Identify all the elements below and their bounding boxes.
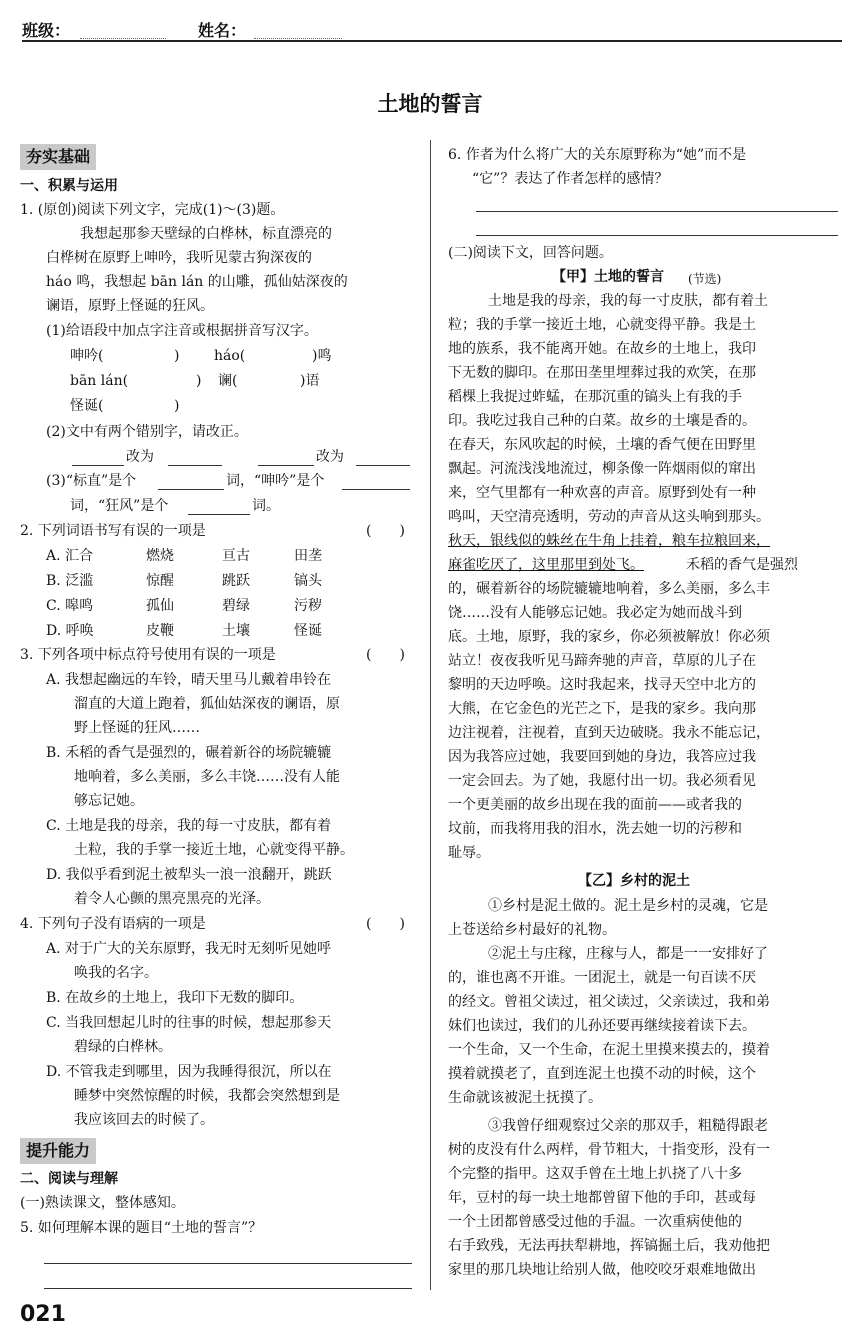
q2-word: 跳跃	[222, 573, 250, 589]
q1-passage-line: háo 鸣，我想起 bān lán 的山雕，孤仙姑深夜的	[46, 274, 348, 290]
yi-title: 【乙】乡村的泥土	[578, 873, 690, 889]
jia-line: 耻辱。	[448, 845, 490, 861]
jia-line: 土地是我的母亲，我的每一寸皮肤，都有着土	[488, 293, 768, 309]
q4-line[interactable]: A. 对于广大的关东原野，我无时无刻听见她呼	[46, 941, 332, 957]
q3-line: 溜直的大道上跑着，狐仙姑深夜的谰语，原	[74, 696, 340, 712]
q1-sub3-a: (3)“标直”是个	[46, 473, 137, 489]
section-badge-improve: 提升能力	[20, 1138, 96, 1164]
part2b-heading: (二)阅读下文，回答问题。	[448, 245, 613, 261]
q4-stem: 4. 下列句子没有语病的一项是	[20, 916, 206, 932]
q3-line[interactable]: D. 我似乎看到泥土被犁头一浪一浪翻开，跳跃	[46, 867, 332, 883]
jia-line: 稻棵上我捉过蚱蜢，在那沉重的镐头上有我的手	[448, 389, 742, 405]
answer-blank[interactable]	[72, 465, 124, 466]
q2-opt[interactable]: B. 泛滥	[46, 573, 94, 589]
q4-line: 碧绿的白桦林。	[74, 1039, 172, 1055]
s1-e: 怪诞(	[70, 398, 104, 414]
yi-line: ③我曾仔细观察过父亲的那双手，粗糙得跟老	[488, 1118, 768, 1134]
yi-line: 上苍送给乡村最好的礼物。	[448, 922, 616, 938]
jia-line: 一个更美丽的故乡出现在我的面前——或者我的	[448, 797, 742, 813]
yi-line: 摸着就摸老了，直到连泥土也摸不动的时候，这个	[448, 1066, 756, 1082]
jia-line: 禾稻的香气是强烈	[686, 557, 798, 573]
yi-line: 个完整的指甲。这双手曾在土地上扒挠了八十多	[448, 1166, 742, 1182]
q2-word: 怪诞	[294, 623, 322, 639]
q2-word: 亘古	[222, 548, 250, 564]
answer-blank[interactable]	[342, 489, 410, 490]
answer-blank[interactable]	[356, 465, 410, 466]
q3-line: 着令人心颤的黑亮黑亮的光泽。	[74, 891, 270, 907]
q1-passage-line: 我想起那参天壁绿的白桦林，标直漂亮的	[80, 226, 332, 242]
page-number: 021	[20, 1302, 66, 1327]
jia-line: 因为我答应过她，我要回到她的身边，我答应过我	[448, 749, 756, 765]
q2-opt[interactable]: D. 呼唤	[46, 623, 94, 639]
class-label: 班级：	[22, 21, 71, 40]
column-divider	[430, 140, 431, 1290]
yi-line: 妹们也读过，我们的儿孙还要再继续接着读下去。	[448, 1018, 756, 1034]
answer-blank[interactable]	[258, 465, 314, 466]
q2-opt[interactable]: A. 汇合	[46, 548, 94, 564]
q1-passage-line: 谰语，原野上怪诞的狂风。	[46, 298, 214, 314]
q2-word: 田垄	[294, 548, 322, 564]
jia-line: 在春天，东风吹起的时候，土壤的香气便在田野里	[448, 437, 756, 453]
q3-line: 够忘记她。	[74, 793, 144, 809]
yi-line: 树的皮没有什么两样，骨节粗大，十指变形，没有一	[448, 1142, 770, 1158]
s1-b-end: )鸣	[312, 348, 332, 364]
yi-line: 一个生命，又一个生命，在泥土里摸来摸去的，摸着	[448, 1042, 770, 1058]
q6-line: 6. 作者为什么将广大的关东原野称为“她”而不是	[448, 147, 747, 163]
jia-title: 【甲】土地的誓言	[552, 269, 664, 285]
q1-stem: 1. (原创)阅读下列文字，完成(1)～(3)题。	[20, 202, 285, 218]
jia-line: 饶……没有人能够忘记她。我必定为她而战斗到	[448, 605, 742, 621]
q2-word: 污秽	[294, 598, 322, 614]
q1-sub3-c: 词，“狂风”是个	[70, 498, 169, 514]
jia-line: 来，空气里都有一种欢喜的声音。原野到处有一种	[448, 485, 756, 501]
answer-blank[interactable]	[168, 465, 222, 466]
change-to: 改为	[316, 449, 344, 465]
q1-sub3-b: 词，“呻吟”是个	[226, 473, 325, 489]
answer-line[interactable]	[476, 235, 838, 236]
q2-word: 碧绿	[222, 598, 250, 614]
section-badge-basic: 夯实基础	[20, 144, 96, 170]
answer-blank[interactable]	[158, 489, 224, 490]
q3-line: 野上怪诞的狂风……	[74, 720, 200, 736]
q2-paren[interactable]: ( )	[366, 523, 405, 539]
yi-line: 家里的那几块地让给别人做，他咬咬牙艰难地做出	[448, 1262, 756, 1278]
jia-line: 印。我吃过我自己种的白菜。故乡的土壤是香的。	[448, 413, 756, 429]
q4-paren[interactable]: ( )	[366, 916, 405, 932]
jia-line: 下无数的脚印。在那田垄里埋葬过我的欢笑，在那	[448, 365, 756, 381]
q2-word: 孤仙	[146, 598, 174, 614]
q2-word: 惊醒	[146, 573, 174, 589]
q4-line: 唤我的名字。	[74, 965, 158, 981]
part2-heading: 二、阅读与理解	[20, 1171, 118, 1187]
jia-line: 地的族系，我不能离开她。在故乡的土地上，我印	[448, 341, 756, 357]
q2-word: 燃烧	[146, 548, 174, 564]
jia-line: 大熊，在它金色的光芒之下，是我的家乡。我向那	[448, 701, 756, 717]
yi-line: 的经文。曾祖父读过，祖父读过，父亲读过，我和弟	[448, 994, 770, 1010]
change-to: 改为	[126, 449, 154, 465]
q3-stem: 3. 下列各项中标点符号使用有误的一项是	[20, 647, 276, 663]
jia-line: 飘起。河流浅浅地流过，柳条像一阵烟雨似的窜出	[448, 461, 756, 477]
part1-heading: 一、积累与运用	[20, 178, 118, 194]
class-blank	[80, 38, 166, 39]
q2-opt[interactable]: C. 嗥鸣	[46, 598, 94, 614]
jia-line: 底。土地，原野，我的家乡，你必须被解放！你必须	[448, 629, 770, 645]
q3-line: 土粒，我的手掌一接近土地，心就变得平静。	[74, 842, 354, 858]
s1-d: 谰(	[218, 373, 238, 389]
yi-line: 年，豆村的每一块土地都曾留下他的手印，甚或每	[448, 1190, 756, 1206]
name-blank	[254, 38, 342, 39]
name-label: 姓名：	[198, 21, 247, 40]
s1-c: bān lán(	[70, 373, 129, 389]
jia-underlined-line: 麻雀吃厌了，这里那里到处飞。	[448, 557, 644, 573]
jia-line: 坟前，而我将用我的泪水，洗去她一切的污秽和	[448, 821, 742, 837]
page-header	[22, 14, 842, 42]
s1-d-end: )语	[300, 373, 320, 389]
s1-c-end: )	[196, 373, 202, 389]
jia-note: (节选)	[688, 272, 722, 286]
yi-line: 右手致残，无法再扶犁耕地，挥镐掘土后，我劝他把	[448, 1238, 770, 1254]
s1-a: 呻吟(	[70, 348, 104, 364]
answer-line[interactable]	[476, 211, 838, 212]
page-title: 土地的誓言	[377, 92, 483, 116]
q3-paren[interactable]: ( )	[366, 647, 405, 663]
q3-line[interactable]: A. 我想起幽远的车铃，晴天里马儿戴着串铃在	[46, 672, 332, 688]
yi-line: ①乡村是泥土做的。泥土是乡村的灵魂，它是	[488, 898, 768, 914]
answer-blank[interactable]	[188, 514, 250, 515]
s1-e-end: )	[174, 398, 180, 414]
q4-line[interactable]: B. 在故乡的土地上，我印下无数的脚印。	[46, 990, 304, 1006]
q1-sub1: (1)给语段中加点字注音或根据拼音写汉字。	[46, 323, 318, 339]
q3-line[interactable]: C. 土地是我的母亲，我的每一寸皮肤，都有着	[46, 818, 332, 834]
answer-line[interactable]	[44, 1263, 412, 1264]
yi-line: ②泥土与庄稼，庄稼与人，都是一一安排好了	[488, 946, 768, 962]
q3-line[interactable]: B. 禾稻的香气是强烈的，碾着新谷的场院辘辘	[46, 745, 332, 761]
answer-line[interactable]	[44, 1288, 412, 1289]
jia-line: 的，碾着新谷的场院辘辘地响着，多么美丽，多么丰	[448, 581, 770, 597]
yi-line: 一个土团都曾感受过他的手温。一次重病使他的	[448, 1214, 742, 1230]
q4-line: 睡梦中突然惊醒的时候，我都会突然想到是	[74, 1088, 340, 1104]
q4-line[interactable]: D. 不管我走到哪里，因为我睡得很沉，所以在	[46, 1064, 332, 1080]
jia-line: 站立！夜夜我听见马蹄奔驰的声音，草原的儿子在	[448, 653, 756, 669]
q4-line: 我应该回去的时候了。	[74, 1112, 214, 1128]
q5-stem: 5. 如何理解本课的题目“土地的誓言”？	[20, 1220, 263, 1236]
yi-line: 生命就该被泥土抚摸了。	[448, 1090, 602, 1106]
q2-word: 镐头	[294, 573, 322, 589]
jia-underlined-line: 秋天，银线似的蛛丝在牛角上挂着，粮车拉粮回来，	[448, 533, 770, 549]
q4-line[interactable]: C. 当我回想起儿时的往事的时候，想起那参天	[46, 1015, 332, 1031]
jia-line: 边注视着，注视着，直到天边破晓。我永不能忘记，	[448, 725, 770, 741]
q3-line: 地响着，多么美丽，多么丰饶……没有人能	[74, 769, 340, 785]
s1-a-end: )	[174, 348, 180, 364]
s1-b: háo(	[214, 348, 246, 364]
part2a-heading: (一)熟读课文，整体感知。	[20, 1195, 185, 1211]
jia-line: 粒；我的手掌一接近土地，心就变得平静。我是土	[448, 317, 756, 333]
q1-passage-line: 白桦树在原野上呻吟，我听见蒙古狗深夜的	[46, 250, 312, 266]
q2-word: 土壤	[222, 623, 250, 639]
q1-sub3-d: 词。	[252, 498, 280, 514]
yi-line: 的，谁也离不开谁。一团泥土，就是一句百读不厌	[448, 970, 756, 986]
jia-line: 黎明的天边呼唤。这时我起来，找寻天空中北方的	[448, 677, 756, 693]
q6-line: “它”？表达了作者怎样的感情？	[472, 171, 669, 187]
jia-line: 鸣叫，天空清亮透明，劳动的声音从这头响到那头。	[448, 509, 770, 525]
q1-sub2: (2)文中有两个错别字，请改正。	[46, 424, 248, 440]
q2-word: 皮鞭	[146, 623, 174, 639]
jia-line: 一定会回去。为了她，我愿付出一切。我必须看见	[448, 773, 756, 789]
q2-stem: 2. 下列词语书写有误的一项是	[20, 523, 206, 539]
